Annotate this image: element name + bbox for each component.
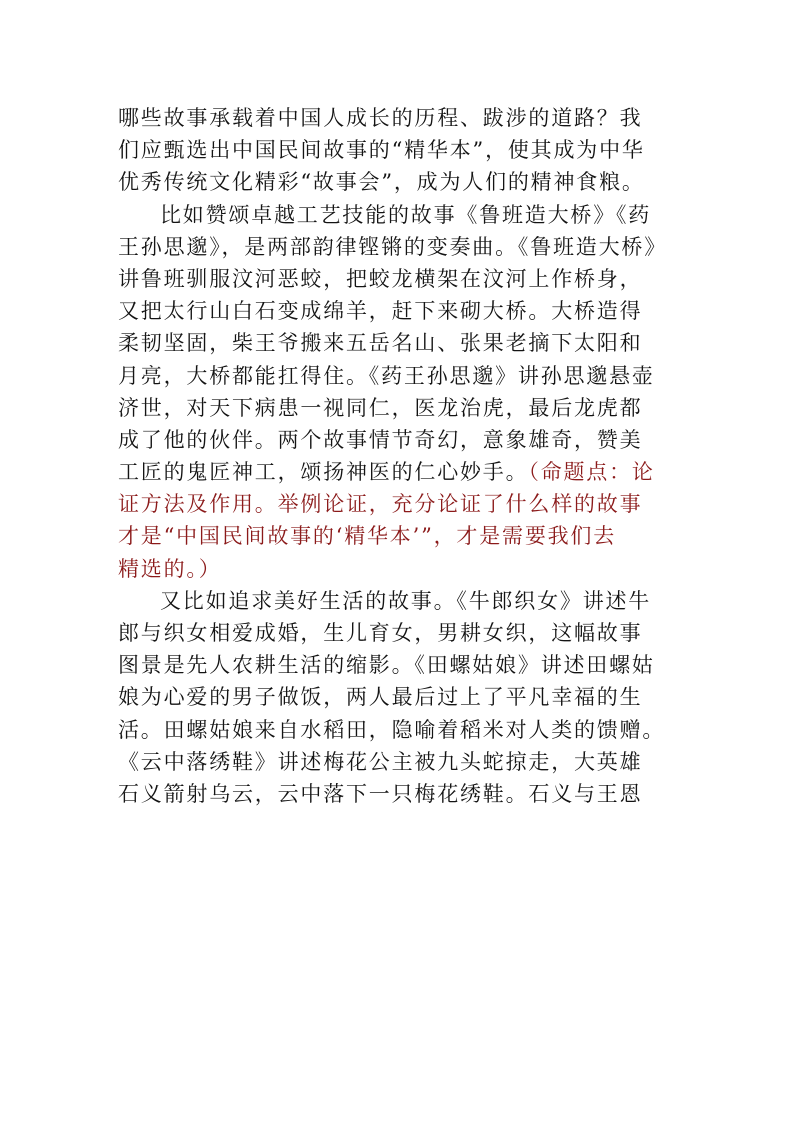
text-line: 《云中落绣鞋》讲述梅花公主被九头蛇掠走，大英雄 [118, 749, 643, 774]
text-line: 济世，对天下病患一视同仁，医龙治虎，最后龙虎都 [118, 395, 643, 420]
paragraph-start-line: 比如赞颂卓越工艺技能的故事《鲁班造大桥》《药 [160, 202, 652, 227]
text-line: 图景是先人农耕生活的缩影。《田螺姑娘》讲述田螺姑 [118, 653, 655, 678]
text-line: 成了他的伙伴。两个故事情节奇幻，意象雄奇，赞美 [118, 427, 643, 452]
text-line: 月亮，大桥都能扛得住。《药王孙思邈》讲孙思邈悬壶 [118, 363, 655, 388]
paragraph-start-line: 又比如追求美好生活的故事。《牛郎织女》讲述牛 [160, 588, 652, 613]
text-line: 们应甄选出中国民间故事的“精华本”，使其成为中华 [118, 138, 645, 163]
text-line: 王孙思邈》，是两部韵律铿锵的变奏曲。《鲁班造大桥》 [118, 234, 667, 259]
text-line: 讲鲁班驯服汶河恶蛟，把蛟龙横架在汶河上作桥身， [118, 266, 643, 291]
text-line: 又把太行山白石变成绵羊，赶下来砌大桥。大桥造得 [118, 299, 643, 324]
text-line: 柔韧坚固，柴王爷搬来五岳名山、张果老摘下太阳和 [118, 331, 643, 356]
mixed-text-line [118, 456, 684, 488]
annotation-line: 证方法及作用。举例论证，充分论证了什么样的故事 [118, 492, 643, 517]
annotation-line: 才是“中国民间故事的‘精华本’”，才是需要我们去 [118, 524, 617, 549]
text-line: 娘为心爱的男子做饭，两人最后过上了平凡幸福的生 [118, 685, 643, 710]
text-segment: 工匠的鬼匠神工，颂扬神医的仁心妙手。 [118, 460, 529, 485]
annotation-segment: （命题点：论 [528, 460, 655, 485]
text-line: 石义箭射乌云，云中落下一只梅花绣鞋。石义与王恩 [118, 781, 643, 806]
document-page [118, 102, 684, 810]
text-line: 优秀传统文化精彩“故事会”，成为人们的精神食粮。 [118, 170, 645, 195]
annotation-line: 精选的。） [118, 556, 222, 581]
text-line: 活。田螺姑娘来自水稻田，隐喻着稻米对人类的馈赠。 [118, 717, 666, 742]
text-line: 郎与织女相爱成婚，生儿育女，男耕女织，这幅故事 [118, 621, 643, 645]
text-line: 哪些故事承载着中国人成长的历程、跋涉的道路？我 [118, 106, 643, 130]
